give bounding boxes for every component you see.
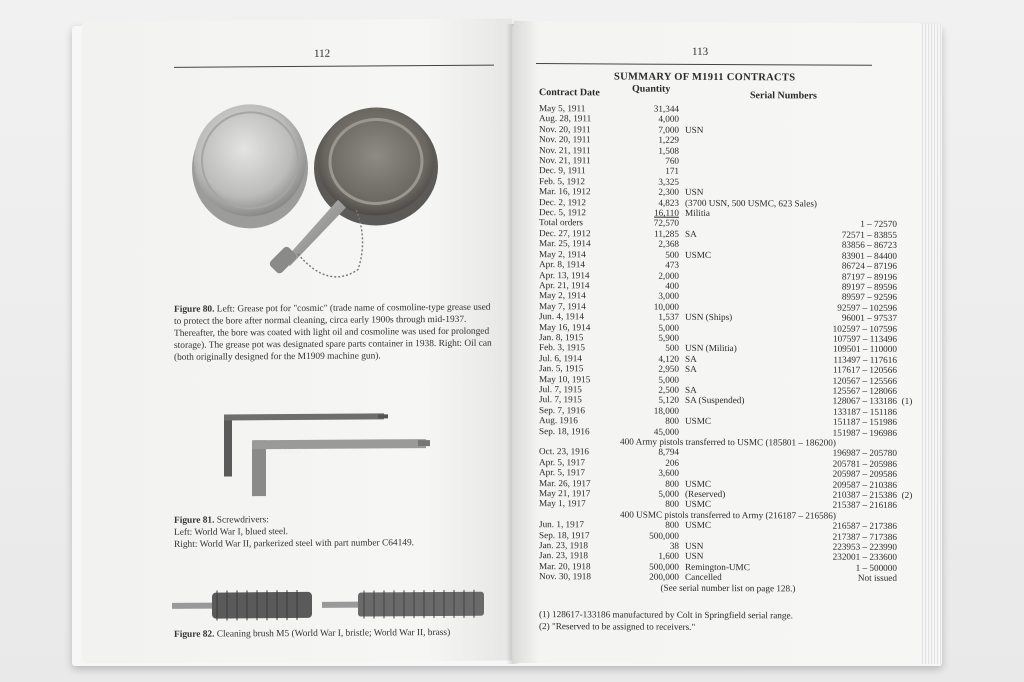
contractor [685,302,817,313]
right-page [514,21,922,665]
contract-quantity: 2,950 [658,363,679,374]
footnote-ref: (1) [901,396,913,407]
contract-date: Dec. 2, 1912 [539,196,586,207]
footnote-ref [897,500,917,511]
cleaning-brushes-photo [172,587,492,623]
contract-date: Jun. 4, 1914 [539,311,584,322]
footnote-ref [897,448,917,459]
contract-date: May 21, 1917 [539,488,591,499]
contractor: USN [685,124,704,135]
header-rule-right [536,63,872,66]
contractor: SA [685,353,697,364]
contracts-title: SUMMARY OF M1911 CONTRACTS [614,71,796,84]
footnote-ref [897,480,917,491]
serial-range: 86724 – 87196 [841,260,897,272]
contract-date: May 7, 1914 [539,300,586,312]
serial-range: 89597 – 92596 [841,291,897,303]
footnote-ref [897,563,917,574]
contract-date: Jan. 23, 1918 [539,540,588,551]
contract-quantity: 171 [665,166,679,177]
contract-date: Feb. 3, 1915 [539,342,585,353]
contractor: USMC [685,416,712,427]
serial-range [817,198,897,209]
footnote-ref [897,126,917,137]
contractor [685,281,817,292]
contract-quantity: 800 [665,499,679,510]
footnote-ref [897,157,917,168]
serial-range: 83901 – 84400 [841,250,897,261]
serial-range: 1 – 72570 [860,219,897,230]
serial-range: 102597 – 107596 [832,323,897,334]
contractor [685,468,817,479]
figure-82-label: Figure 82. [174,629,215,640]
footnote-ref [897,271,917,282]
contractor [685,156,817,167]
contractor: Cancelled [685,572,722,583]
contract-date: Nov. 20, 1911 [539,134,591,145]
contract-date: May 2, 1914 [539,248,586,259]
contract-quantity: 1,600 [658,551,679,562]
figure-80-caption [174,302,494,364]
contract-date: Jul. 7, 1915 [539,384,582,395]
contractor: USN [685,540,704,551]
serial-range: 216587 – 217386 [832,520,897,532]
figure-81-line2: Right: World War II, parkerized steel with part number C64149. [174,538,415,550]
contract-date: Jan. 8, 1915 [539,332,584,343]
footnote-ref [897,459,917,470]
page-edges [920,24,942,664]
contract-date: Dec. 5, 1912 [539,207,586,218]
serial-range [817,146,897,157]
serial-range: 96001 – 97537 [841,312,897,324]
contractor [685,114,817,125]
footnote-ref [897,573,917,584]
serial-range: 72571 – 83855 [841,229,897,240]
contract-date: May 16, 1914 [539,321,591,332]
contract-date: Mar. 16, 1912 [539,186,591,197]
header-rule [174,65,494,68]
footnote-ref [897,334,917,345]
contract-date: Aug. 28, 1911 [539,113,592,124]
contractor [685,426,817,437]
contract-quantity: 5,120 [658,395,679,406]
contractor [685,260,817,271]
serial-range [817,157,897,168]
contractor: USMC [685,520,712,531]
contract-date: Nov. 21, 1911 [539,144,591,155]
footnote-ref [897,542,917,553]
contractor [685,458,817,469]
contract-date: May 10, 1915 [539,373,591,384]
serial-range: 83856 – 86723 [841,239,897,251]
contract-quantity: 200,000 [649,571,679,583]
contract-date: Nov. 20, 1911 [539,123,591,135]
contract-date: Nov. 30, 1918 [539,571,591,582]
contract-quantity: 2,368 [658,238,679,250]
footnote-ref [897,375,917,386]
contractor [685,406,817,417]
table-note-row: 400 USMC pistols transferred to Army (216187 – 216586) [620,509,836,521]
contract-quantity: 4,120 [658,353,679,364]
footnote-ref [897,417,917,428]
contractor: USMC [685,499,712,510]
contract-date: Apr. 5, 1917 [539,467,585,478]
contract-date: Dec. 27, 1912 [539,227,591,239]
footnote-ref [897,282,917,293]
figure-81-label: Figure 81. [174,515,215,526]
contract-quantity: 45,000 [653,426,679,437]
serial-range: 205781 – 205986 [832,458,897,469]
page-number-left: 112 [314,47,331,60]
contracts-table [539,103,917,594]
contract-quantity: 500 [665,249,679,260]
serial-range: 151987 – 196986 [832,427,897,438]
contract-date: Mar. 20, 1918 [539,560,591,572]
contract-date: Jan. 23, 1918 [539,550,588,561]
serial-range [817,177,897,188]
contractor [685,291,817,302]
footnote-ref [897,552,917,563]
footnote-ref [897,532,917,543]
contract-quantity: 31,344 [653,103,679,114]
serial-range [817,105,897,116]
serial-range: 120567 – 125566 [832,375,897,386]
contract-date: Feb. 5, 1912 [539,175,585,187]
contractor: SA [685,228,697,239]
footnote-ref [897,303,917,314]
figure-81-caption [174,513,494,551]
contract-date: Oct. 23, 1916 [539,446,590,457]
serial-range: 128067 – 133186 [832,395,897,407]
contractor [685,177,817,188]
serial-range: 92597 – 102596 [837,302,897,313]
footnote-ref [897,209,917,220]
contractor: (Reserved) [685,488,726,500]
figure-80-label: Figure 80. [174,304,215,315]
contract-quantity: 2,500 [658,384,679,395]
figure-81-title: Screwdrivers: [214,515,269,526]
contract-quantity: 38 [669,540,679,551]
footnote-ref [897,428,917,439]
figure-82-caption [174,627,494,641]
contractor: USN (Militia) [685,343,737,354]
figure-82-text: Cleaning brush M5 (World War I, bristle; World War II, brass) [214,627,451,640]
footnote-ref [897,115,917,126]
contract-quantity: 3,000 [658,291,679,302]
contractor: Remington-UMC [685,561,750,573]
contract-date: Apr. 21, 1914 [539,279,590,291]
contract-quantity: 760 [665,155,679,166]
contractor [685,530,817,541]
contract-date: Apr. 8, 1914 [539,259,585,270]
contract-quantity: 800 [665,415,679,426]
contract-date: Jun. 1, 1917 [539,519,584,530]
serial-range [817,167,897,178]
serial-range [817,209,897,220]
serial-range [817,125,897,136]
contractor: SA [685,363,697,375]
contract-date: Aug. 1916 [539,415,578,426]
contract-date: Apr. 5, 1917 [539,456,585,468]
footnote-ref [897,105,917,116]
serial-range: 117617 – 120566 [832,364,897,376]
screwdrivers-photo [218,395,478,497]
footnote-ref [897,240,917,251]
contract-quantity: 500 [665,343,679,354]
footnote-ref [897,147,917,158]
contractor [685,104,817,115]
page-number-right: 113 [692,45,709,58]
contractor: SA (Suspended) [685,395,745,406]
contract-quantity: 5,000 [658,322,679,333]
col-header-quantity: Quantity [632,83,671,95]
footnote-ref [897,323,917,334]
serial-range: 89197 – 89596 [841,281,897,292]
serial-range: 133187 – 151186 [832,406,897,417]
contractor [685,322,817,333]
contract-date: May 2, 1914 [539,290,586,301]
serial-range: 87197 – 89196 [841,271,897,282]
contract-quantity: 7,000 [658,124,679,135]
footnote-ref [897,521,917,532]
footnote-ref [897,292,917,303]
left-page [82,18,512,663]
screwdriver-marking: C64149 [280,448,302,456]
contract-date: Nov. 21, 1911 [539,155,591,166]
contract-date: May 5, 1911 [539,103,586,114]
contract-date: Sep. 18, 1917 [539,529,590,540]
contract-date: Dec. 9, 1911 [539,165,586,176]
contractor [685,218,817,229]
serial-range: 232001 – 233600 [832,552,897,563]
table-note-row: 400 Army pistols transferred to USMC (185801 – 186200) [620,436,836,448]
footnote-ref [897,219,917,230]
contract-quantity: 800 [665,478,679,489]
contract-date: Total orders [539,217,584,228]
contractor [685,239,817,250]
contractor: USMC [685,478,712,489]
contract-date: Jan. 5, 1915 [539,363,584,374]
table-row [539,582,917,594]
contract-quantity: 1,229 [658,134,679,146]
serial-range: 196987 – 205780 [832,448,897,459]
serial-range: 109501 – 110000 [832,343,897,355]
footnote-ref [897,188,917,199]
contractor [685,447,817,458]
footnote-ref [897,251,917,262]
contract-quantity: 500,000 [649,530,679,541]
serial-range: 209587 – 210386 [832,479,897,490]
contractor: (3700 USN, 500 USMC, 623 Sales) [685,197,817,209]
footnote-ref [897,386,917,397]
figure-81-line1: Left: World War I, blued steel. [174,527,288,538]
contract-quantity: 4,000 [658,114,679,125]
footnote-ref [897,261,917,272]
contract-quantity: 5,000 [658,488,679,499]
serial-range [817,188,897,199]
contractor: USN (Ships) [685,311,733,323]
contract-quantity: 72,570 [653,218,679,229]
contract-date: Sep. 18, 1916 [539,425,590,436]
contractor: USMC [685,249,712,260]
contract-quantity: 3,325 [658,176,679,187]
contract-quantity: 473 [665,259,679,270]
serial-range: 107597 – 113496 [832,333,897,344]
contract-quantity: 16,110 [654,207,679,218]
footnote-ref [897,178,917,189]
footnote-ref [897,469,917,480]
col-header-date: Contract Date [539,87,600,99]
contractor: USN [685,187,704,198]
contract-quantity: 4,823 [658,197,679,208]
serial-range: 113497 – 117616 [833,354,897,365]
contract-date: Jul. 7, 1915 [539,394,582,405]
contract-quantity: 5,000 [658,374,679,385]
contract-date: Jul. 6, 1914 [539,352,582,364]
serial-range [817,136,897,147]
footnote-ref [897,136,917,147]
contractor [685,145,817,156]
contract-quantity: 2,300 [658,186,679,198]
serial-range: 215387 – 216186 [832,500,897,511]
contract-date: Apr. 13, 1914 [539,269,590,280]
serial-range: 1 – 500000 [855,562,897,573]
footnote-ref [897,355,917,366]
contract-quantity: 800 [665,519,679,531]
grease-pot-and-oil-can-photo [188,89,478,291]
contract-quantity: 8,794 [658,447,679,458]
contractor [685,270,817,281]
footnote-ref [897,230,917,241]
contract-quantity: 3,600 [658,467,679,479]
contractor: Militia [685,207,711,219]
contract-date: Mar. 25, 1914 [539,238,591,249]
figure-80-text: Left: Grease pot for "cosmic" (trade name of cosmoline-type grease used to protect the bore after normal cleaning, circa early 1900s through mid-1937. Thereafter, the bore was coated with light oil and cosmoline was used for prolonged storage). The grease pot was designated spare parts container in 1938. Right: Oil can (both originally designed for the M1909 machine gun). [174,302,492,363]
serial-range: 205987 – 209586 [832,468,897,480]
serial-range: Not issued [857,573,897,584]
footnote-2: (2) "Reserved to be assigned to receivers." [539,621,696,632]
contract-date: Mar. 26, 1917 [539,477,591,488]
footnote-ref: (2) [901,489,913,501]
contractor [685,333,817,344]
contract-quantity: 1,508 [658,145,679,156]
contract-quantity: 1,537 [658,311,679,322]
col-header-serial: Serial Numbers [750,90,817,102]
contractor: SA [685,384,697,395]
serial-range: 223953 – 223990 [832,541,897,552]
contract-quantity: 5,900 [658,332,679,343]
footnote-ref [897,313,917,324]
serial-range [817,115,897,126]
contract-quantity: 206 [665,457,679,468]
table-note-row: (See serial number list on page 128.) [660,582,796,594]
footnote-ref [897,199,917,210]
contract-quantity: 10,000 [653,301,679,312]
contractor [685,135,817,146]
footnote-ref [897,167,917,178]
contract-quantity: 18,000 [653,405,679,416]
contractor [685,374,817,385]
contractor: USN [685,551,704,562]
contract-quantity: 11,285 [654,228,679,239]
footnote-ref [897,344,917,355]
footnote-ref [897,365,917,376]
footnote-1: (1) 128617-133186 manufactured by Colt in Springfield serial range. [539,609,793,621]
contract-date: Sep. 7, 1916 [539,404,585,416]
serial-range: 210387 – 215386 [832,489,897,500]
serial-range: 125567 – 128066 [832,385,897,396]
serial-range: 217387 – 717386 [832,531,897,542]
contract-quantity: 400 [665,280,679,291]
contract-date: May 1, 1917 [539,498,586,509]
contract-quantity: 2,000 [658,270,679,281]
contractor [685,166,817,177]
serial-range: 151187 – 151986 [832,416,897,428]
footnote-ref [897,407,917,418]
contract-quantity: 500,000 [649,561,679,572]
